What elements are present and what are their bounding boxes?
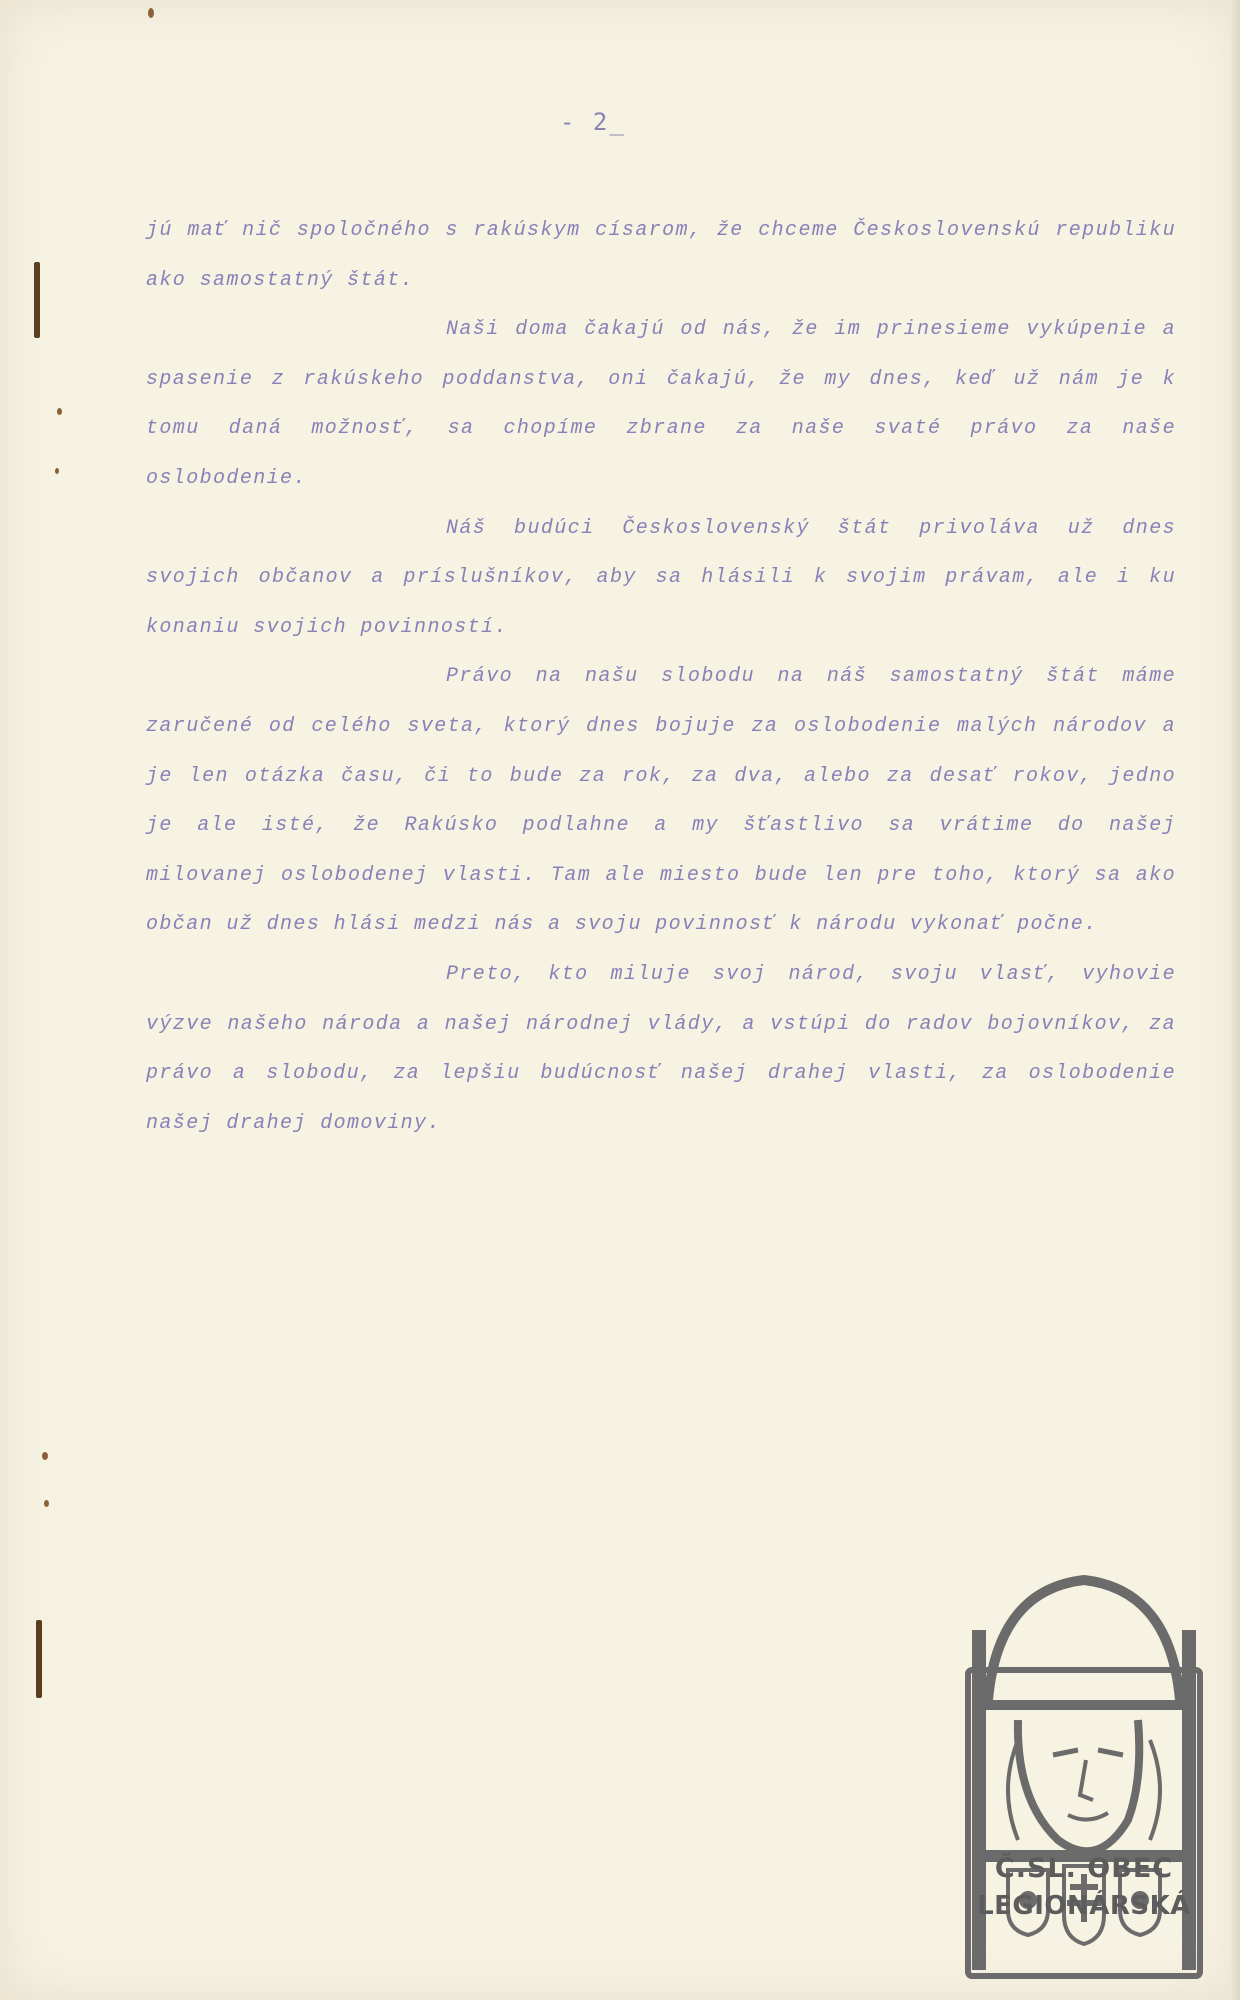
logo-text-line-2: LEGIONÁRSKÁ (977, 1891, 1191, 1921)
rust-spot (42, 1452, 48, 1460)
rust-spot (148, 8, 154, 18)
staple-bottom (36, 1620, 42, 1698)
rust-spot (55, 468, 59, 474)
logo-text-line-1: Č.SL. OBEC (994, 1853, 1174, 1884)
paragraph-2: Naši doma čakajú od nás, že im prinesieme vykúpenie a spasenie z rakúskeho poddanstva, oni čakajú, že my dnes, keď už nám je k tomu daná možnosť, sa chopíme zbrane za naše svaté právo za naše oslobodenie. (146, 318, 1176, 490)
rust-spot (57, 408, 62, 415)
paragraph-4: Právo na našu slobodu na náš samostatný štát máme zaručené od celého sveta, ktorý dnes bojuje za oslobodenie malých národov a je len otázka času, či to bude za rok, za dva, alebo za desať rokov, jedno je ale isté, že Rakúsko podlahne a my šťastlivo sa vrátime do našej milovanej oslobodenej vlasti. Tam ale miesto bude len pre toho, ktorý sa ako občan už dnes hlási medzi nás a svoju povinnosť k národu vykonať počne. (146, 665, 1176, 937)
staple-top (34, 262, 40, 338)
paragraph-1: jú mať nič spoločného s rakúskym císarom, že chceme Československú republiku ako samostatný štát. (146, 219, 1176, 292)
rust-spot (44, 1500, 49, 1507)
page-number: - 2_ (560, 108, 626, 136)
paragraph-5: Preto, kto miluje svoj národ, svoju vlasť, vyhovie výzve našeho národa a našej národnej vlády, a vstúpi do radov bojovníkov, za právo a slobodu, za lepšiu budúcnosť našej drahej vlasti, za oslobodenie našej drahej domoviny. (146, 962, 1176, 1135)
paragraph-3: Náš budúci Československý štát privoláva už dnes svojich občanov a príslušníkov, aby sa hlásili k svojim právam, ale i ku konaniu svojich povinností. (146, 516, 1176, 639)
letter-body (146, 206, 1176, 1148)
page-edge (1230, 0, 1240, 2000)
